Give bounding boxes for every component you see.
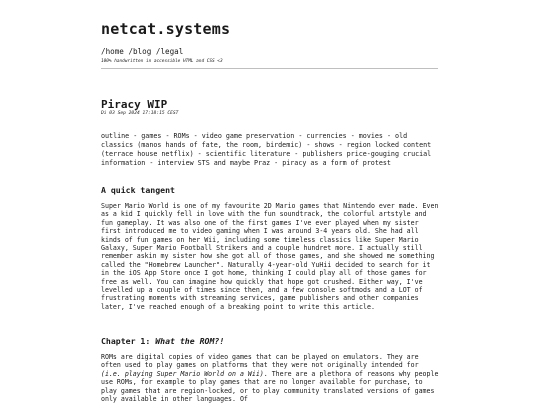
toc-link[interactable]: interview STS and maybe Praz — [157, 159, 271, 167]
toc-separator: - — [346, 132, 359, 140]
paragraph-chapter-1 — [101, 353, 439, 403]
nav-link-blog[interactable]: /blog — [128, 47, 152, 56]
toc-link[interactable]: old classics (manos hands of fate, the room, birdemic) — [101, 132, 408, 149]
site-nav — [101, 47, 183, 56]
site-tagline: 100% handwritten in accessible HTML and CSS <3 — [101, 59, 223, 64]
nav-link-legal[interactable]: /legal — [155, 47, 184, 56]
chapter-paragraph-part1: ROMs are digital copies of video games that can be played on emulators. They are often used to play games on platforms that they were not originally intended for — [101, 353, 419, 370]
toc-separator: - — [270, 159, 283, 167]
toc-separator: - — [382, 132, 396, 140]
nav-link-home[interactable]: /home — [101, 47, 124, 56]
toc-link[interactable]: scientific literature — [205, 150, 291, 158]
section-heading-chapter-1 — [101, 336, 224, 346]
site-title[interactable]: netcat.systems — [101, 20, 231, 38]
toc-separator: - — [189, 132, 202, 140]
toc-link[interactable]: publishers price-gouging crucial information — [101, 150, 432, 167]
toc-link[interactable]: currencies — [306, 132, 347, 140]
toc-link[interactable]: region locked content (terrace house netflix) — [101, 141, 432, 158]
toc-link[interactable]: video game preservation — [201, 132, 295, 140]
chapter-paragraph-part2: . There are a plethora of reasons why people use ROMs, for example to play games that are no longer available for purchase, to play games that are region-locked, or to play community translated versions of games only available in other languages. Of — [101, 369, 439, 404]
chapter-paragraph-emphasis: (i.e. playing Super Mario World on a Wii) — [101, 369, 264, 378]
toc-separator: - — [302, 141, 315, 149]
toc-separator: - — [193, 150, 206, 158]
chapter-heading-emphasis: What the ROM?! — [155, 336, 225, 346]
toc-link[interactable]: games — [141, 132, 162, 140]
toc-separator: - — [145, 159, 158, 167]
toc-separator: - — [161, 132, 174, 140]
toc-separator: - — [334, 141, 347, 149]
header-divider — [101, 68, 438, 69]
toc-separator: - — [129, 132, 142, 140]
article-title: Piracy WIP — [101, 98, 168, 111]
toc-separator: - — [290, 150, 303, 158]
article-date: Di 03 Sep 2024 17:18:15 CEST — [101, 111, 179, 116]
paragraph-tangent: Super Mario World is one of my favourite 2D Mario games that Nintendo ever made. Even as a kid I quickly fell in love with the fun soundtrack, the colorful artstyle and fun gameplay. It was also one of the first games I've ever played when my sister first introduced me to video gaming when I was around 3-4 years old. She had all kinds of fun games on her Wii, including some timeless classics like Super Mario Galaxy, Super Mario Football Strikers and a couple hundret more. I actually still remember askin my sister how she got all of those games, and she showed me something called the "Homebrew Launcher". Naturally 4-year-old YuHii decided to search for it in the iOS App Store once I got home, thinking I could play all of those games for free as well. You can imagine how quickly that hope got crushed. Either way, I've levelled up a couple of times since then, and a few console softmods and a LOT of frustrating moments with streaming services, game publishers and other companies later, I've reached enough of a breaking point to write this article. — [101, 202, 439, 311]
toc-link[interactable]: shows — [314, 141, 335, 149]
table-of-contents — [101, 132, 439, 168]
toc-link[interactable]: piracy as a form of protest — [282, 159, 391, 167]
toc-link[interactable]: movies — [358, 132, 383, 140]
chapter-heading-prefix: Chapter 1: — [101, 336, 156, 346]
toc-separator: - — [294, 132, 307, 140]
toc-link[interactable]: ROMs — [173, 132, 190, 140]
section-heading-tangent: A quick tangent — [101, 185, 175, 195]
toc-link[interactable]: outline — [101, 132, 130, 140]
